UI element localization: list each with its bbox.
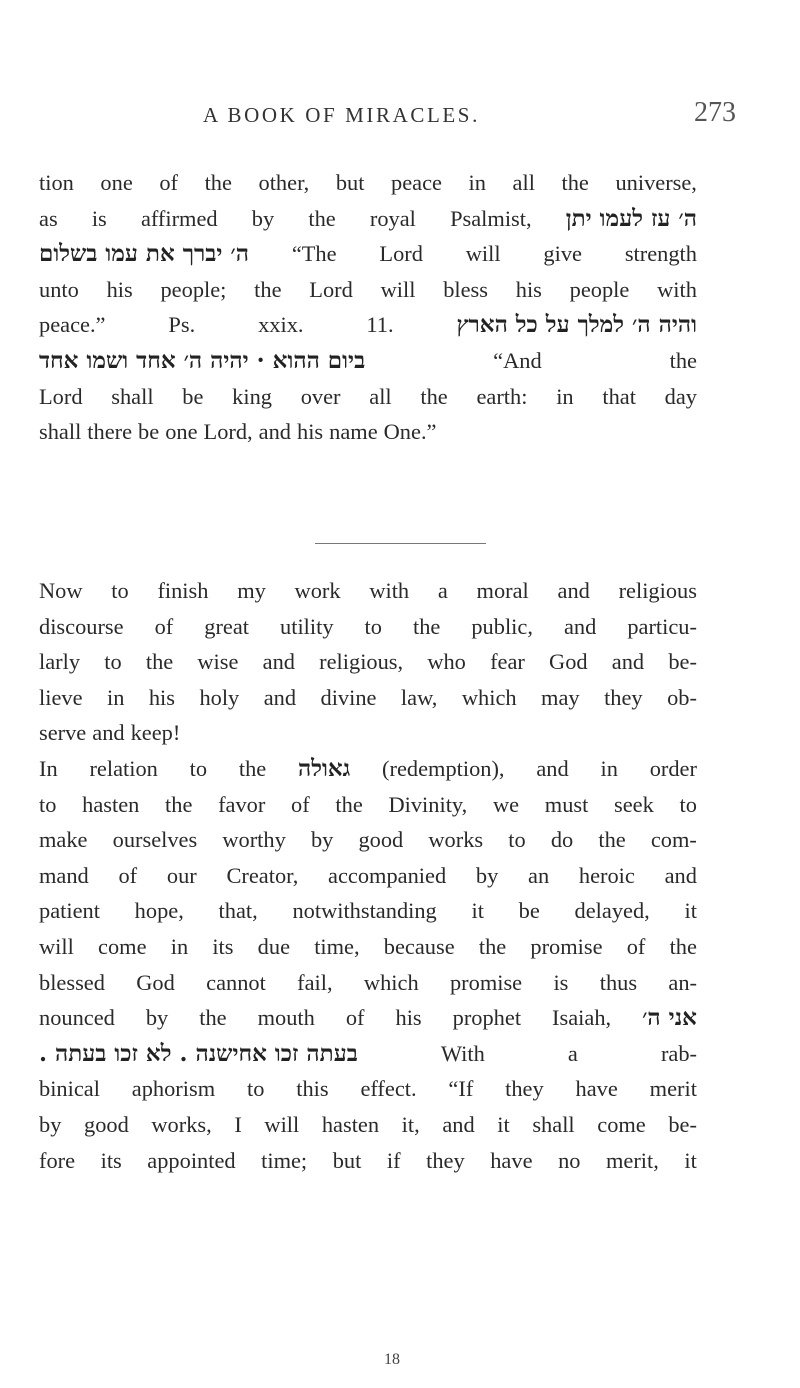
word: they bbox=[604, 684, 643, 710]
text-line bbox=[39, 272, 697, 308]
word: Lord, bbox=[203, 419, 253, 445]
word: his bbox=[106, 276, 133, 302]
word: Now bbox=[39, 578, 83, 603]
word: over bbox=[300, 383, 341, 409]
word: give bbox=[543, 241, 582, 267]
word: have bbox=[575, 1076, 618, 1102]
word: which bbox=[461, 684, 517, 710]
word: accompanied bbox=[328, 862, 447, 888]
word: they bbox=[426, 1147, 465, 1173]
word: keep! bbox=[130, 720, 181, 746]
word: that bbox=[602, 383, 636, 409]
word: the bbox=[412, 613, 441, 639]
word: shall bbox=[532, 1111, 575, 1137]
word: time; bbox=[261, 1147, 308, 1173]
word: it bbox=[684, 1147, 697, 1173]
word: this bbox=[296, 1076, 329, 1102]
word: 11. bbox=[366, 312, 394, 338]
word: day bbox=[664, 383, 697, 409]
word: its bbox=[212, 933, 234, 959]
hebrew-phrase: אני ה׳ bbox=[642, 1004, 697, 1032]
word: moral bbox=[476, 578, 529, 603]
word: appointed bbox=[147, 1147, 236, 1173]
word: patient bbox=[39, 898, 100, 924]
word: divine bbox=[320, 684, 377, 710]
word: be- bbox=[668, 649, 697, 675]
word: God bbox=[549, 649, 588, 675]
word: (redemption), bbox=[382, 756, 505, 781]
word: will bbox=[264, 1111, 300, 1137]
word: Divinity, bbox=[388, 791, 468, 817]
word: peace.” bbox=[39, 312, 106, 338]
word: the bbox=[669, 933, 697, 959]
word: discourse bbox=[39, 613, 124, 639]
word: people bbox=[569, 276, 630, 302]
word: the bbox=[308, 205, 336, 231]
word: of bbox=[118, 862, 138, 888]
word: royal bbox=[369, 205, 416, 231]
word: and bbox=[563, 613, 597, 639]
text-line bbox=[39, 201, 697, 237]
word: and bbox=[92, 720, 125, 746]
text-line bbox=[39, 1143, 697, 1179]
word: good bbox=[84, 1111, 129, 1137]
word: his bbox=[395, 1005, 422, 1031]
word: but bbox=[335, 170, 365, 195]
word: notwithstanding bbox=[292, 898, 437, 924]
word: merit, bbox=[606, 1147, 659, 1173]
text-line bbox=[39, 822, 697, 858]
text-line bbox=[39, 343, 697, 379]
word: merit bbox=[649, 1076, 697, 1102]
word: works bbox=[428, 827, 484, 853]
word: if bbox=[386, 1147, 401, 1173]
word: In bbox=[39, 756, 58, 781]
word: Creator, bbox=[226, 862, 299, 888]
word: hasten bbox=[82, 791, 140, 817]
word: fail, bbox=[297, 969, 333, 995]
word: com- bbox=[650, 827, 697, 853]
text-line bbox=[39, 929, 697, 965]
word: people; bbox=[160, 276, 227, 302]
word: come bbox=[98, 933, 147, 959]
word: Lord bbox=[39, 383, 83, 409]
text-line bbox=[39, 787, 697, 823]
word: will bbox=[39, 933, 74, 959]
word: Psalmist, bbox=[450, 205, 532, 231]
word: aphorism bbox=[131, 1076, 216, 1102]
word: xxix. bbox=[258, 312, 304, 338]
word: a bbox=[567, 1040, 578, 1066]
word: be bbox=[138, 419, 160, 445]
word: is bbox=[553, 969, 569, 995]
word: an bbox=[528, 862, 550, 888]
word: of bbox=[291, 791, 310, 817]
word: must bbox=[544, 791, 589, 817]
word: with bbox=[369, 578, 410, 603]
signature-mark: 18 bbox=[384, 1351, 400, 1368]
word: nounced bbox=[39, 1005, 115, 1031]
word: our bbox=[166, 862, 197, 888]
text-line bbox=[39, 644, 697, 680]
word: it, bbox=[401, 1111, 420, 1137]
word: one bbox=[100, 170, 133, 195]
word: and bbox=[557, 578, 590, 603]
word: shall bbox=[39, 419, 82, 445]
word: to bbox=[39, 791, 57, 817]
word: be bbox=[518, 898, 540, 924]
paragraph-conclusion-intro bbox=[39, 573, 697, 751]
word: which bbox=[363, 969, 419, 995]
word: hope, bbox=[134, 898, 184, 924]
text-line bbox=[39, 573, 697, 609]
text-line bbox=[39, 715, 697, 751]
word: ourselves bbox=[112, 827, 198, 853]
word: it bbox=[471, 898, 484, 924]
word: there bbox=[87, 419, 133, 445]
word: in bbox=[170, 933, 189, 959]
word: serve bbox=[39, 720, 87, 746]
hebrew-phrase: והיה ה׳ למלך על כל הארץ bbox=[456, 311, 697, 339]
word: delayed, bbox=[574, 898, 650, 924]
word: by bbox=[39, 1111, 62, 1137]
word: they bbox=[505, 1076, 544, 1102]
word: in bbox=[556, 383, 574, 409]
word: who bbox=[427, 649, 466, 675]
word: public, bbox=[471, 613, 533, 639]
hebrew-phrase: ה׳ יברך את עמו בשלום bbox=[39, 240, 249, 268]
word: his bbox=[148, 684, 175, 710]
word: to bbox=[679, 791, 697, 817]
word: we bbox=[492, 791, 520, 817]
text-line bbox=[39, 1107, 697, 1143]
word: it bbox=[497, 1111, 510, 1137]
text-line bbox=[39, 1071, 697, 1107]
word: the bbox=[254, 276, 282, 302]
word: to bbox=[189, 756, 208, 781]
word: Isaiah, bbox=[552, 1005, 612, 1031]
word: Lord bbox=[309, 276, 353, 302]
word: favor bbox=[218, 791, 266, 817]
word: of bbox=[159, 170, 178, 195]
word: promise bbox=[530, 933, 603, 959]
word: an- bbox=[668, 969, 697, 995]
text-line bbox=[39, 1036, 697, 1072]
word: and bbox=[258, 419, 291, 445]
text-line bbox=[39, 609, 697, 645]
word: of bbox=[154, 613, 174, 639]
word: “The bbox=[291, 241, 337, 267]
word: my bbox=[237, 578, 266, 603]
word: to bbox=[508, 827, 526, 853]
word: other, bbox=[258, 170, 310, 195]
hebrew-phrase: גאולה bbox=[298, 755, 351, 782]
word: and bbox=[664, 862, 697, 888]
word: king bbox=[232, 383, 272, 409]
word: as bbox=[39, 205, 58, 231]
word: with bbox=[657, 276, 697, 302]
paragraph-redemption bbox=[39, 751, 697, 1178]
word: great bbox=[204, 613, 250, 639]
word: may bbox=[541, 684, 580, 710]
word: to bbox=[111, 578, 129, 603]
word: work bbox=[294, 578, 341, 603]
word: binical bbox=[39, 1076, 100, 1102]
word: tion bbox=[39, 170, 74, 195]
word: mand bbox=[39, 862, 89, 888]
word: name bbox=[329, 419, 378, 445]
word: holy bbox=[199, 684, 240, 710]
word: and bbox=[262, 649, 295, 675]
word: worthy bbox=[222, 827, 286, 853]
word: finish bbox=[157, 578, 209, 603]
word: by bbox=[145, 1005, 169, 1031]
word: come bbox=[597, 1111, 646, 1137]
word: will bbox=[380, 276, 416, 302]
text-line bbox=[39, 680, 697, 716]
hebrew-phrase: בעתה זכו אחישנה . לא זכו בעתה . bbox=[39, 1039, 358, 1067]
word: the bbox=[199, 1005, 227, 1031]
word: thus bbox=[599, 969, 638, 995]
word: relation bbox=[89, 756, 158, 781]
word: rab- bbox=[660, 1040, 697, 1066]
word: works, bbox=[151, 1111, 212, 1137]
word: time, bbox=[314, 933, 360, 959]
word: Lord bbox=[379, 241, 423, 267]
word: “If bbox=[448, 1076, 474, 1102]
word: blessed bbox=[39, 969, 105, 995]
word: ob- bbox=[667, 684, 697, 710]
word: the bbox=[238, 756, 267, 781]
word: utility bbox=[280, 613, 334, 639]
hebrew-phrase: ה׳ עז לעמו יתן bbox=[565, 204, 697, 232]
word: shall bbox=[111, 383, 154, 409]
word: make bbox=[39, 827, 88, 853]
word: affirmed bbox=[140, 205, 218, 231]
word: to bbox=[364, 613, 382, 639]
word: universe, bbox=[615, 170, 697, 195]
word: religious bbox=[618, 578, 697, 603]
word: it bbox=[684, 898, 697, 924]
word: because bbox=[383, 933, 455, 959]
word: With bbox=[440, 1040, 485, 1066]
word: the bbox=[478, 933, 507, 959]
word: by bbox=[475, 862, 499, 888]
running-head: A BOOK OF MIRACLES. bbox=[203, 103, 480, 127]
word: his bbox=[297, 419, 324, 445]
word: prophet bbox=[452, 1005, 522, 1031]
word: in bbox=[106, 684, 125, 710]
word: bless bbox=[443, 276, 488, 302]
word: that, bbox=[218, 898, 258, 924]
word: heroic bbox=[578, 862, 635, 888]
word: and bbox=[442, 1111, 475, 1137]
word: of bbox=[345, 1005, 365, 1031]
word: Ps. bbox=[168, 312, 196, 338]
word: to bbox=[104, 649, 122, 675]
word: do bbox=[550, 827, 574, 853]
word: cannot bbox=[206, 969, 266, 995]
word: effect. bbox=[360, 1076, 417, 1102]
word: good bbox=[358, 827, 404, 853]
word: order bbox=[649, 756, 697, 781]
word: all bbox=[369, 383, 392, 409]
word: lieve bbox=[39, 684, 83, 710]
word: the bbox=[204, 170, 232, 195]
word: one bbox=[165, 419, 198, 445]
word: a bbox=[437, 578, 448, 603]
word: God bbox=[136, 969, 175, 995]
word: in bbox=[468, 170, 486, 195]
word: law, bbox=[400, 684, 438, 710]
word: the bbox=[669, 347, 697, 373]
word: religious, bbox=[319, 649, 404, 675]
word: have bbox=[490, 1147, 533, 1173]
word: particu- bbox=[627, 613, 697, 639]
word: the bbox=[165, 791, 193, 817]
word: will bbox=[465, 241, 501, 267]
word: but bbox=[332, 1147, 362, 1173]
text-line bbox=[39, 414, 697, 450]
word: all bbox=[512, 170, 535, 195]
word: is bbox=[91, 205, 107, 231]
word: hasten bbox=[321, 1111, 380, 1137]
word: by bbox=[251, 205, 275, 231]
word: the bbox=[145, 649, 174, 675]
word: the bbox=[420, 383, 448, 409]
word: seek bbox=[614, 791, 654, 817]
word: the bbox=[335, 791, 363, 817]
word: in bbox=[600, 756, 618, 781]
word: unto bbox=[39, 276, 79, 302]
word: mouth bbox=[257, 1005, 315, 1031]
text-line bbox=[39, 165, 697, 201]
text-line bbox=[39, 379, 697, 415]
word: of bbox=[626, 933, 646, 959]
word: to bbox=[246, 1076, 265, 1102]
word: no bbox=[558, 1147, 581, 1173]
word: promise bbox=[449, 969, 523, 995]
text-line bbox=[39, 307, 697, 343]
word: larly bbox=[39, 649, 81, 675]
word: the bbox=[598, 827, 626, 853]
section-divider bbox=[315, 543, 486, 544]
word: peace bbox=[391, 170, 442, 195]
word: the bbox=[561, 170, 589, 195]
text-line bbox=[39, 965, 697, 1001]
word: I bbox=[234, 1111, 242, 1137]
word: “And bbox=[493, 347, 542, 373]
word: by bbox=[310, 827, 334, 853]
text-line bbox=[39, 751, 697, 787]
word: his bbox=[515, 276, 542, 302]
word: fore bbox=[39, 1147, 76, 1173]
word: One.” bbox=[383, 419, 437, 445]
word: strength bbox=[624, 241, 697, 267]
paragraph-psalm-quotation bbox=[39, 165, 697, 450]
text-line bbox=[39, 236, 697, 272]
word: and bbox=[611, 649, 645, 675]
word: and bbox=[263, 684, 297, 710]
word: fear bbox=[490, 649, 525, 675]
page-number: 273 bbox=[694, 97, 736, 128]
word: earth: bbox=[476, 383, 528, 409]
word: be bbox=[182, 383, 204, 409]
word: its bbox=[100, 1147, 122, 1173]
hebrew-phrase: ביום ההוא · יהיה ה׳ אחד ושמו אחד bbox=[39, 346, 366, 374]
text-line bbox=[39, 1000, 697, 1036]
word: due bbox=[257, 933, 291, 959]
text-line bbox=[39, 858, 697, 894]
word: wise bbox=[197, 649, 239, 675]
text-line bbox=[39, 893, 697, 929]
word: be- bbox=[668, 1111, 697, 1137]
word: and bbox=[536, 756, 569, 781]
page-header bbox=[0, 97, 800, 143]
